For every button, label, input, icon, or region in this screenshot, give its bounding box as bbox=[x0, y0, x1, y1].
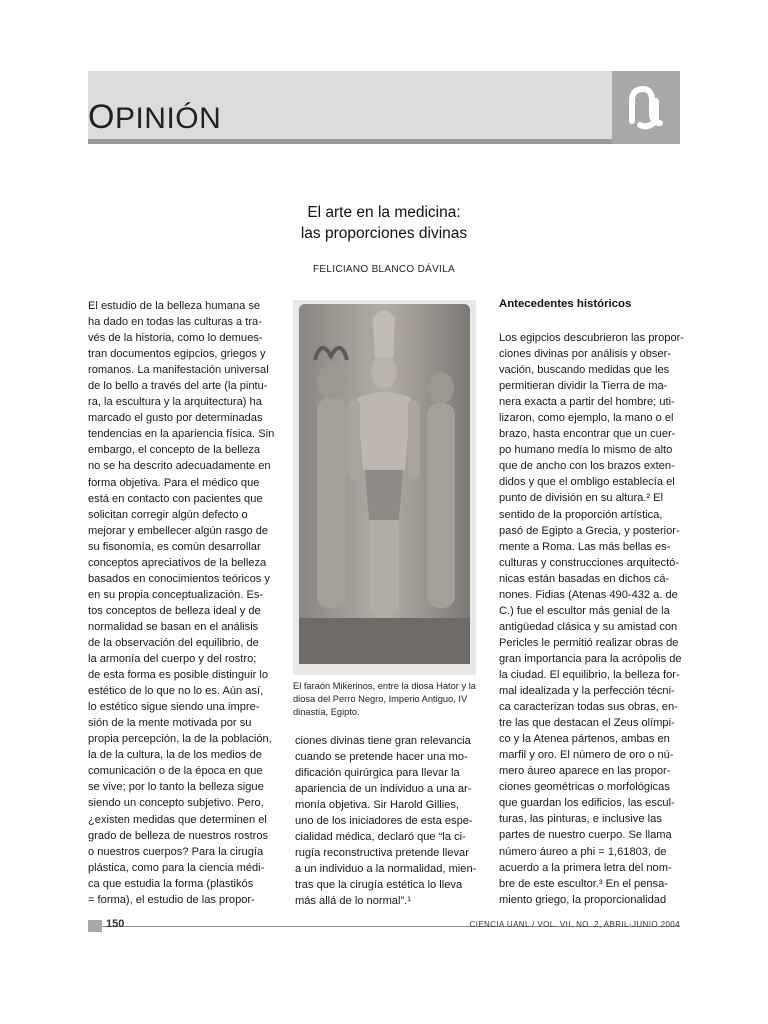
text-line: didos y que el ombligo establecía el bbox=[499, 476, 675, 489]
text-line: o nuestros cuerpos? Para la cirugía bbox=[88, 845, 264, 858]
text-line: conceptos apreciativos de la belleza bbox=[88, 556, 267, 569]
text-line: dificación quirúrgica para llevar la bbox=[295, 767, 460, 780]
text-line: tos conceptos de belleza ideal y de bbox=[88, 604, 261, 617]
text-line: culturas y construcciones arquitectó- bbox=[499, 556, 680, 569]
text-line: gran importancia para la acrópolis de bbox=[499, 652, 682, 665]
text-line: apariencia de un individuo a una ar- bbox=[295, 783, 472, 796]
text-line: comunicación o de la época en que bbox=[88, 765, 263, 778]
article-title-line-1: El arte en la medicina: bbox=[307, 204, 461, 221]
figure-caption: El faraón Mikerinos, entre la diosa Hator y la diosa del Perro Negro, Imperio Antiguo, IV dinastía, Egipto. bbox=[293, 681, 476, 717]
section-title-rest: PINIÓN bbox=[114, 102, 222, 135]
text-line: ciones divinas tiene gran relevancia bbox=[295, 735, 471, 747]
text-line: se vive; por lo tanto la belleza sigue bbox=[88, 781, 264, 794]
text-line: propia percepción, la de la población, bbox=[88, 733, 272, 746]
text-line: lizaron, como ejemplo, la mano o el bbox=[499, 412, 674, 425]
section-title bbox=[88, 98, 221, 137]
text-line: normalidad se basan en el análisis bbox=[88, 620, 259, 633]
text-line: ca caracterizan todas sus obras, en- bbox=[499, 701, 678, 714]
text-line: monía objetiva. Sir Harold Gillies, bbox=[295, 799, 460, 812]
text-line: de esta forma es posible distinguir lo bbox=[88, 669, 269, 682]
text-line: sentido de la proporción artística, bbox=[499, 508, 663, 521]
text-line: pasó de Egipto a Grecia, y posterior- bbox=[499, 524, 680, 537]
footer-logo-icon bbox=[88, 920, 102, 932]
text-line: permitieran dividir la Tierra de ma- bbox=[499, 380, 668, 393]
text-line: Los egipcios descubrieron las propor- bbox=[499, 332, 684, 344]
text-line: uno de los iniciadores de esta espe- bbox=[295, 815, 473, 828]
text-line: nicas están basadas en dichos cá- bbox=[499, 572, 670, 585]
text-line: la armonía del cuerpo y del rostro; bbox=[88, 653, 257, 666]
text-line: siendo un concepto subjetivo. Pero, bbox=[88, 797, 264, 810]
article-title-line-2: las proporciones divinas bbox=[300, 225, 468, 242]
text-line: de la observación del equilibrio, de bbox=[88, 636, 259, 649]
section-header-rule bbox=[88, 139, 612, 144]
text-line: Pericles le permitió realizar obras de bbox=[499, 636, 679, 649]
text-line: grado de belleza de nuestros rostros bbox=[88, 829, 269, 842]
text-line: marfil y oro. El número de oro o nú- bbox=[499, 749, 674, 762]
body-column-left bbox=[88, 298, 273, 908]
article-author: FELICIANO BLANCO DÁVILA bbox=[313, 264, 455, 275]
text-line: ra, la escultura y la arquitectura) ha bbox=[88, 396, 262, 409]
text-line: tendencias en la apariencia física. Sin bbox=[88, 428, 275, 441]
text-line: en su propia conceptualización. Es- bbox=[88, 588, 264, 601]
text-line: más allá de lo normal”.¹ bbox=[295, 895, 411, 908]
text-line: bre de este escultor.³ En el pensa- bbox=[499, 877, 668, 890]
text-line: vés de la historia, como lo demues- bbox=[88, 332, 263, 345]
figure-statue-photo bbox=[293, 300, 476, 675]
page-number: 150 bbox=[106, 918, 125, 930]
text-line: cialidad médica, declaró que “la ci- bbox=[295, 831, 466, 844]
text-line: antigüedad clásica y su amistad con bbox=[499, 620, 678, 633]
text-line: ha dado en todas las culturas a tra- bbox=[88, 316, 262, 329]
text-line: acuerdo a la primera letra del nom- bbox=[499, 861, 672, 874]
body-column-middle bbox=[295, 733, 475, 910]
text-line: solicitan corregir algún defecto o bbox=[88, 508, 248, 521]
text-line: mero áureo aparece en las propor- bbox=[499, 765, 671, 778]
text-line: vación, buscando medidas que les bbox=[499, 364, 670, 377]
text-line: ¿existen medidas que determinen el bbox=[88, 813, 267, 826]
text-line: mente a Roma. Las más bellas es- bbox=[499, 540, 671, 553]
text-line: punto de división en su altura.² El bbox=[499, 492, 664, 505]
text-line: su fisonomía, es común desarrollar bbox=[88, 540, 261, 553]
body-column-right bbox=[499, 330, 684, 908]
text-line: partes de nuestro cuerpo. Se llama bbox=[499, 829, 672, 842]
text-line: co y la Atenea pártenos, ambas en bbox=[499, 733, 670, 746]
section-title-initial: O bbox=[88, 98, 115, 136]
text-line: ciones divinas por análisis y obser- bbox=[499, 348, 672, 361]
text-line: rugía reconstructiva pretende llevar bbox=[295, 847, 469, 860]
text-line: romanos. La manifestación universal bbox=[88, 364, 269, 377]
journal-logo bbox=[612, 71, 680, 144]
journal-citation: CIENCIA UANL / VOL. VII, NO. 2, ABRIL-JUNIO 2004 bbox=[469, 920, 680, 929]
text-line: po humano medía lo mismo de alto bbox=[499, 444, 673, 457]
statue-image bbox=[293, 300, 476, 675]
text-line: forma objetiva. Para el médico que bbox=[88, 476, 260, 489]
text-line: C.) fue el escultor más genial de la bbox=[499, 604, 670, 617]
text-line: a un individuo a la normalidad, mien- bbox=[295, 863, 477, 876]
text-line: brazo, hasta encontrar que un cuer- bbox=[499, 428, 676, 441]
text-line: tran documentos egipcios, griegos y bbox=[88, 348, 266, 361]
text-line: mal idealizada y la perfección técni- bbox=[499, 685, 675, 698]
text-line: ciones geométricas o morfológicas bbox=[499, 781, 670, 794]
text-line: plástica, como para la ciencia médi- bbox=[88, 861, 265, 874]
text-line: no se ha descrito adecuadamente en bbox=[88, 460, 271, 473]
text-line: embargo, el concepto de la belleza bbox=[88, 444, 261, 457]
text-line: nera exacta a partir del hombre; uti- bbox=[499, 396, 675, 409]
subheading-antecedentes: Antecedentes históricos bbox=[499, 298, 632, 310]
text-line: El estudio de la belleza humana se bbox=[88, 300, 261, 312]
text-line: = forma), el estudio de las propor- bbox=[88, 893, 255, 906]
text-line: marcado el gusto por determinadas bbox=[88, 412, 263, 425]
text-line: estético de lo que no lo es. Aún así, bbox=[88, 685, 264, 698]
text-line: de lo bello a través del arte (la pintu- bbox=[88, 380, 268, 393]
text-line: tre las que destacan el Zeus olímpi- bbox=[499, 717, 675, 730]
text-line: la de la cultura, la de los medios de bbox=[88, 749, 262, 762]
text-line: miento griego, la proporcionalidad bbox=[499, 893, 667, 906]
text-line: mejorar y embellecer algún rasgo de bbox=[88, 524, 269, 537]
text-line: que de ancho con los brazos exten- bbox=[499, 460, 675, 473]
text-line: tras que la cirugía estética lo lleva bbox=[295, 879, 463, 892]
text-line: nones. Fidias (Atenas 490-432 a. de bbox=[499, 588, 678, 601]
text-line: está en contacto con pacientes que bbox=[88, 492, 263, 505]
text-line: cuando se pretende hacer una mo- bbox=[295, 751, 468, 764]
text-line: que guardan los edificios, las escul- bbox=[499, 797, 675, 810]
text-line: sión de la mente motivada por su bbox=[88, 717, 252, 730]
text-line: ca que estudia la forma (plastikós bbox=[88, 877, 254, 890]
text-line: basados en conocimientos teóricos y bbox=[88, 572, 270, 585]
text-line: la ciudad. El equilibrio, la belleza for- bbox=[499, 668, 680, 681]
text-line: lo estético sigue siendo una impre- bbox=[88, 701, 260, 714]
journal-logo-icon bbox=[612, 71, 680, 144]
text-line: turas, las pinturas, e inclusive las bbox=[499, 813, 662, 826]
text-line: número áureo a phi = 1,61803, de bbox=[499, 845, 667, 858]
